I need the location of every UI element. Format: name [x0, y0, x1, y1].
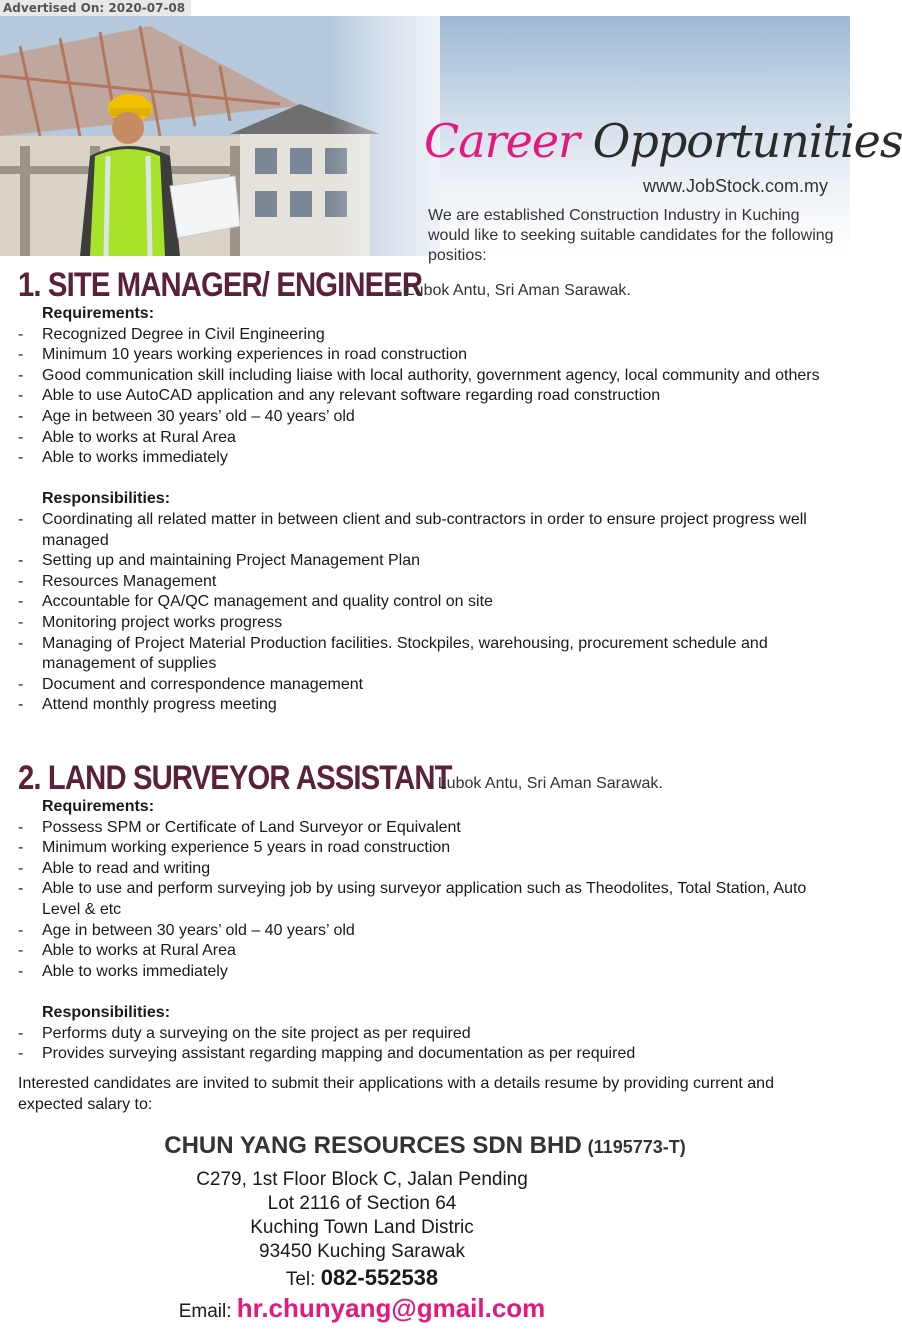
list-item: - Able to works at Rural Area — [0, 941, 850, 962]
job-heading — [0, 266, 850, 304]
job-posting-1 — [0, 266, 850, 716]
address-line: C279, 1st Floor Block C, Jalan Pending — [196, 1169, 528, 1190]
job-location: - Lubok Antu, Sri Aman Sarawak. — [428, 775, 663, 792]
address-line: 93450 Kuching Sarawak — [259, 1241, 465, 1262]
company-address — [0, 1168, 724, 1264]
list-item: - Performs duty a surveying on the site project as per required — [0, 1024, 850, 1045]
job-title: 1. SITE MANAGER/ ENGINEER — [18, 266, 423, 304]
list-item: - Recognized Degree in Civil Engineering — [0, 325, 850, 346]
email-line — [0, 1293, 724, 1324]
company-name-line — [0, 1132, 850, 1160]
site-url: www.JobStock.com.my — [642, 176, 828, 196]
responsibilities-list — [0, 1024, 850, 1065]
career-title-word-2: Opportunities — [592, 114, 902, 168]
tel-label: Tel: — [285, 1269, 316, 1290]
list-item: - Good communication skill including liaise with local authority, government agency, local community and others — [0, 366, 850, 387]
intro-text: We are established Construction Industry in Kuching would like to seeking suitable candidates for the following positios: — [428, 207, 834, 264]
spacer — [0, 982, 850, 1003]
construction-site-illustration — [0, 16, 440, 256]
list-item: - Minimum working experience 5 years in road construction — [0, 838, 850, 859]
list-item: - Minimum 10 years working experiences in road construction — [0, 345, 850, 366]
list-item: - Provides surveying assistant regarding mapping and documentation as per required — [0, 1044, 850, 1065]
tel-number: 082-552538 — [320, 1265, 439, 1290]
requirements-heading: Requirements: — [42, 798, 155, 815]
requirements-list — [0, 818, 850, 983]
list-item: - Able to read and writing — [0, 859, 850, 880]
job-heading — [0, 759, 850, 797]
list-item: - Age in between 30 years’ old – 40 years’ old — [0, 921, 850, 942]
telephone-line — [0, 1265, 724, 1291]
job-location: - Lubok Antu, Sri Aman Sarawak. — [396, 282, 631, 299]
email-address[interactable]: hr.chunyang@gmail.com — [236, 1293, 546, 1323]
application-instructions: Interested candidates are invited to submit their applications with a details resume by providing current and expected salary to: — [18, 1075, 774, 1113]
list-item: - Able to works at Rural Area — [0, 428, 850, 449]
email-label: Email: — [178, 1301, 232, 1322]
company-name: CHUN YANG RESOURCES SDN BHD — [164, 1132, 582, 1159]
list-item: - Possess SPM or Certificate of Land Surveyor or Equivalent — [0, 818, 850, 839]
list-item: - Able to works immediately — [0, 448, 850, 469]
company-reg-no: (1195773-T) — [587, 1137, 686, 1157]
responsibilities-heading: Responsibilities: — [42, 490, 171, 508]
list-item: - Setting up and maintaining Project Management Plan — [0, 551, 850, 572]
list-item: - Able to use AutoCAD application and any relevant software regarding road construction — [0, 386, 850, 407]
requirements-heading: Requirements: — [42, 305, 155, 322]
address-line: Lot 2116 of Section 64 — [267, 1193, 457, 1214]
advertised-date: Advertised On: 2020-07-08 — [0, 0, 191, 16]
address-line: Kuching Town Land Distric — [250, 1217, 474, 1238]
job-posting-2 — [0, 759, 850, 1065]
list-item: - Able to use and perform surveying job by using surveyor application such as Theodolites, Total Station, Auto Level & etc — [0, 879, 850, 920]
list-item: - Managing of Project Material Production facilities. Stockpiles, warehousing, procurement schedule and management of supplies — [0, 634, 850, 675]
career-opportunities-title — [424, 114, 902, 168]
requirements-list — [0, 325, 850, 469]
career-title-word-1: Career — [424, 114, 580, 168]
header-banner — [0, 16, 902, 264]
list-item: - Coordinating all related matter in between client and sub-contractors in order to ensure project progress well managed — [0, 510, 850, 551]
list-item: - Resources Management — [0, 572, 850, 593]
list-item: - Age in between 30 years’ old – 40 years’ old — [0, 407, 850, 428]
list-item: - Able to works immediately — [0, 962, 850, 983]
list-item: - Monitoring project works progress — [0, 613, 850, 634]
list-item: - Document and correspondence management — [0, 675, 850, 696]
responsibilities-list — [0, 510, 850, 716]
spacer — [0, 469, 850, 490]
job-title: 2. LAND SURVEYOR ASSISTANT — [18, 759, 452, 797]
list-item: - Accountable for QA/QC management and quality control on site — [0, 592, 850, 613]
list-item: - Attend monthly progress meeting — [0, 695, 850, 716]
responsibilities-heading: Responsibilities: — [42, 1003, 171, 1021]
